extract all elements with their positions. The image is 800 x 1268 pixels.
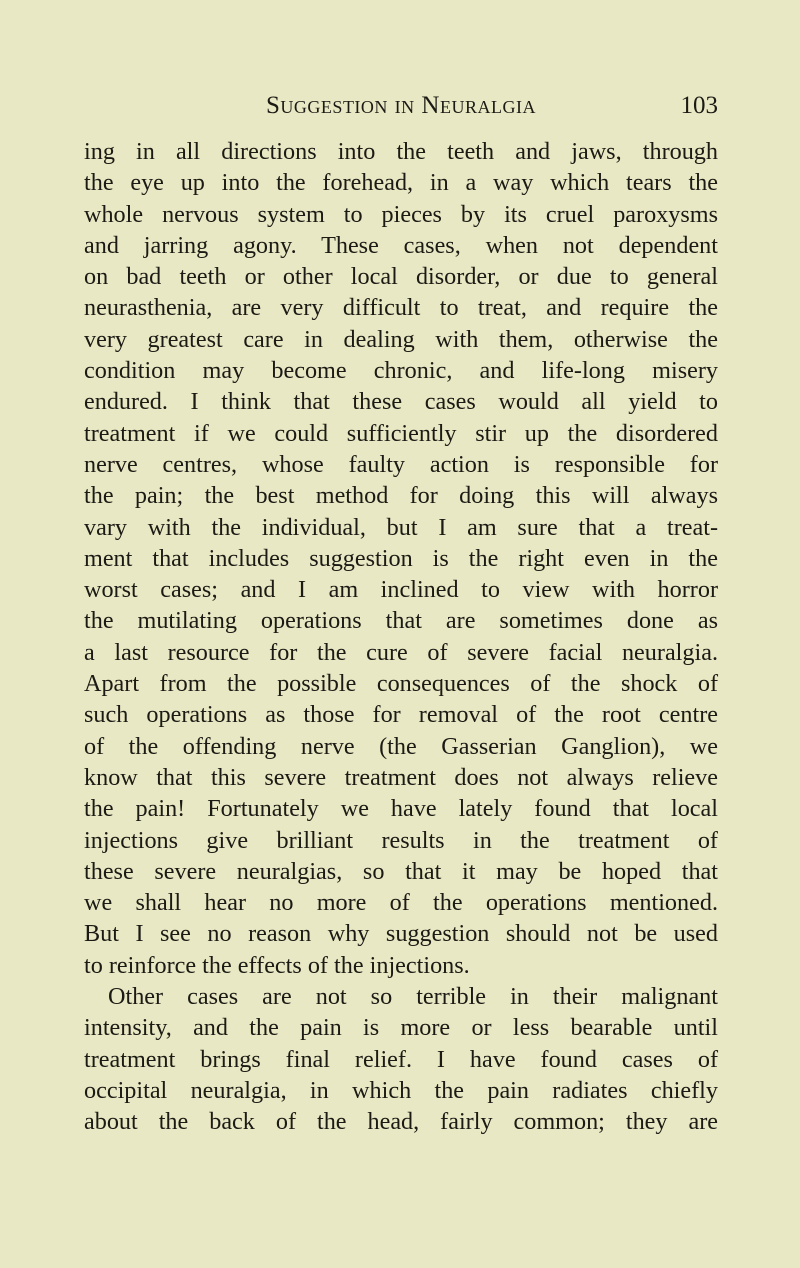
text-line: ing in all directions into the teeth and jaws, through [84, 138, 718, 165]
page-number: 103 [680, 92, 718, 119]
text-line: and jarring agony. These cases, when not dependent [84, 231, 718, 259]
text-line: condition may become chronic, and life-long misery [84, 357, 718, 385]
text-line: very greatest care in dealing with them, otherwise the [84, 325, 718, 353]
text-line: on bad teeth or other local disorder, or due to general [84, 263, 718, 291]
text-line: the pain! Fortunately we have lately found that local [84, 795, 718, 823]
body-text [84, 136, 718, 1138]
text-line: a last resource for the cure of severe facial neuralgia. [84, 638, 718, 666]
text-line: treatment brings final relief. I have found cases of [84, 1045, 718, 1073]
text-line: worst cases; and I am inclined to view with horror [84, 576, 718, 604]
text-line: treatment if we could sufficiently stir up the disordered [84, 419, 718, 447]
text-line: But I see no reason why suggestion should not be used [84, 920, 718, 948]
text-line: these severe neuralgias, so that it may be hoped that [84, 857, 718, 885]
text-line: ment that includes suggestion is the right even in the [84, 544, 718, 572]
text-line: we shall hear no more of the operations mentioned. [84, 889, 718, 917]
text-line: occipital neuralgia, in which the pain radiates chiefly [84, 1076, 718, 1104]
text-line: such operations as those for removal of the root centre [84, 701, 718, 729]
text-line: of the offending nerve (the Gasserian Ganglion), we [84, 732, 718, 760]
text-line: vary with the individual, but I am sure that a treat- [84, 513, 718, 541]
text-line: the eye up into the forehead, in a way which tears the [84, 169, 718, 197]
text-line: know that this severe treatment does not always relieve [84, 763, 718, 791]
running-head [84, 92, 718, 132]
text-line: neurasthenia, are very difficult to treat, and require the [84, 294, 718, 322]
text-line: intensity, and the pain is more or less bearable until [84, 1014, 718, 1042]
text-line: endured. I think that these cases would all yield to [84, 388, 718, 416]
text-line: whole nervous system to pieces by its cruel paroxysms [84, 200, 718, 228]
text-line: about the back of the head, fairly common; they are [84, 1108, 718, 1136]
text-line: injections give brilliant results in the treatment of [84, 826, 718, 854]
text-line: nerve centres, whose faulty action is responsible for [84, 450, 718, 478]
running-title: Suggestion in Neuralgia [266, 92, 536, 119]
text-line: the mutilating operations that are sometimes done as [84, 607, 718, 635]
text-line: Apart from the possible consequences of the shock of [84, 670, 718, 698]
text-line: Other cases are not so terrible in their malignant [108, 983, 718, 1011]
text-line: the pain; the best method for doing this will always [84, 482, 718, 510]
text-line: to reinforce the effects of the injections. [84, 951, 470, 979]
